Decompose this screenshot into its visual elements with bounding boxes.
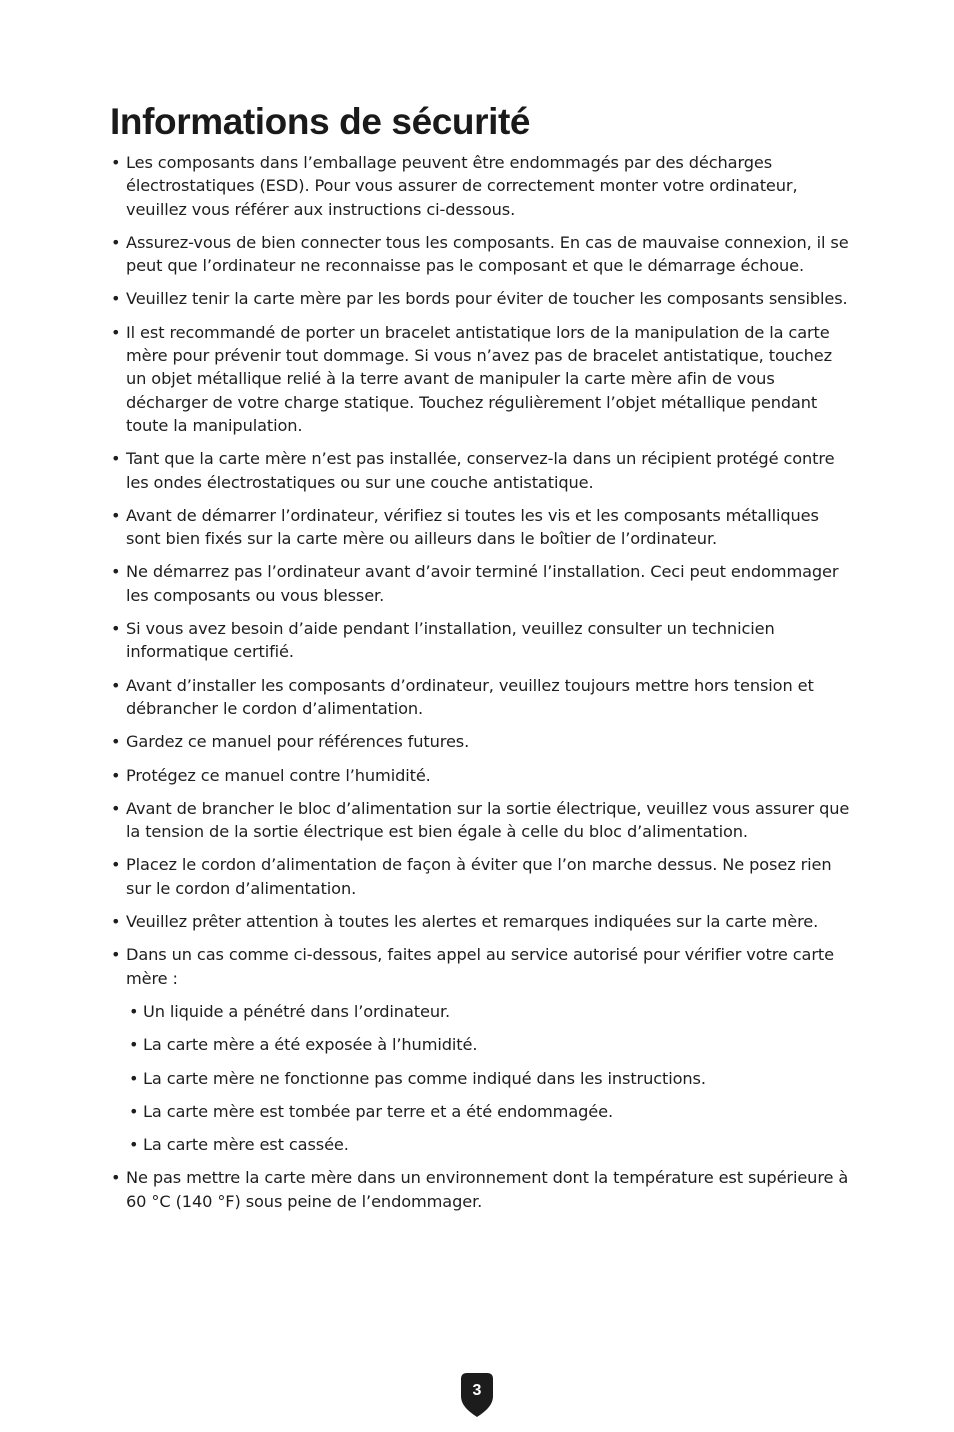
sub-list-item: • La carte mère a été exposée à l’humidité. <box>126 1033 852 1056</box>
page-title: Informations de sécurité <box>110 101 531 142</box>
page-number: 3 <box>472 1382 482 1399</box>
page-number-badge <box>458 1372 496 1418</box>
list-item: • Veuillez tenir la carte mère par les bords pour éviter de toucher les composants sensibles. <box>110 287 852 310</box>
sub-list-item: • Un liquide a pénétré dans l’ordinateur. <box>126 1000 852 1023</box>
list-item: • Protégez ce manuel contre l’humidité. <box>110 764 852 787</box>
list-item: • Ne démarrez pas l’ordinateur avant d’avoir terminé l’installation. Ceci peut endommager les composants ou vous blesser. <box>110 560 852 607</box>
list-item: • Veuillez prêter attention à toutes les alertes et remarques indiquées sur la carte mère. <box>110 910 852 933</box>
list-item: • Avant de démarrer l’ordinateur, vérifiez si toutes les vis et les composants métalliques sont bien fixés sur la carte mère ou ailleurs dans le boîtier de l’ordinateur. <box>110 504 852 551</box>
list-item: • Tant que la carte mère n’est pas installée, conservez-la dans un récipient protégé contre les ondes électrostatiques ou sur une couche antistatique. <box>110 447 852 494</box>
damage-cases-sublist <box>126 1000 852 1156</box>
list-item: • Assurez-vous de bien connecter tous les composants. En cas de mauvaise connexion, il se peut que l’ordinateur ne reconnaisse pas le composant et que le démarrage échoue. <box>110 231 852 278</box>
list-item: • Placez le cordon d’alimentation de façon à éviter que l’on marche dessus. Ne posez rien sur le cordon d’alimentation. <box>110 853 852 900</box>
sub-list-item: • La carte mère ne fonctionne pas comme indiqué dans les instructions. <box>126 1067 852 1090</box>
list-item: • Avant de brancher le bloc d’alimentation sur la sortie électrique, veuillez vous assurer que la tension de la sortie électrique est bien égale à celle du bloc d’alimentation. <box>110 797 852 844</box>
list-item: • Il est recommandé de porter un bracelet antistatique lors de la manipulation de la carte mère pour prévenir tout dommage. Si vous n’avez pas de bracelet antistatique, touchez un objet métallique relié à la terre avant de manipuler la carte mère afin de vous décharger de votre charge statique. Touchez régulièrement l’objet métallique pendant toute la manipulation. <box>110 321 852 437</box>
list-item: • Les composants dans l’emballage peuvent être endommagés par des décharges électrostatiques (ESD). Pour vous assurer de correctement monter votre ordinateur, veuillez vous référer aux instructions ci-dessous. <box>110 151 852 221</box>
list-item: • Si vous avez besoin d’aide pendant l’installation, veuillez consulter un technicien informatique certifié. <box>110 617 852 664</box>
list-item: • Gardez ce manuel pour références futures. <box>110 730 852 753</box>
list-item: • Avant d’installer les composants d’ordinateur, veuillez toujours mettre hors tension et débrancher le cordon d’alimentation. <box>110 674 852 721</box>
sub-list-item: • La carte mère est tombée par terre et a été endommagée. <box>126 1100 852 1123</box>
list-item-text: Dans un cas comme ci-dessous, faites appel au service autorisé pour vérifier votre carte mère : <box>126 945 834 988</box>
safety-bullet-list <box>110 151 852 1223</box>
list-item: • Ne pas mettre la carte mère dans un environnement dont la température est supérieure à 60 °C (140 °F) sous peine de l’endommager. <box>110 1166 852 1213</box>
list-item-with-sublist <box>110 943 852 1156</box>
sub-list-item: • La carte mère est cassée. <box>126 1133 852 1156</box>
